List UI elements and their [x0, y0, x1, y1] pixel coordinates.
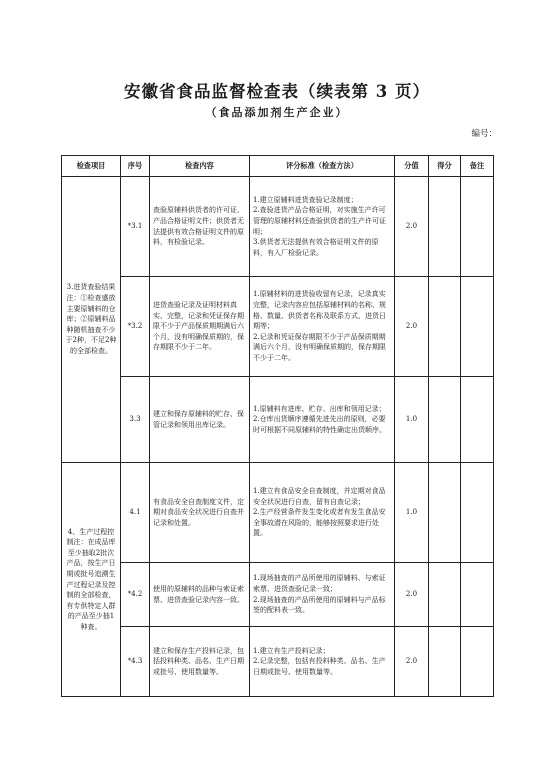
- row-scoring-standard: [250, 563, 395, 627]
- header-check-item: 检查项目: [62, 156, 121, 177]
- header-score-got: 得分: [429, 156, 461, 177]
- row-score-got[interactable]: [429, 377, 461, 463]
- standard-line: 2.仓库出货顺序遵循先进先出的原则，必要时可根据不同原辅料的特性确定出货顺序。: [253, 415, 386, 434]
- row-serial-no: *4.2: [121, 563, 150, 627]
- table-row: [62, 377, 494, 463]
- row-remark[interactable]: [461, 563, 494, 627]
- row-serial-no: *4.3: [121, 627, 150, 697]
- check-item-group-3: 3.进货查验结果注：①检查盛放主要原辅料的仓库；②原辅料品种随机抽查不少于2种，不足2种的全部检查。: [62, 177, 121, 463]
- inspection-table: [61, 155, 494, 697]
- row-score-got[interactable]: [429, 563, 461, 627]
- standard-line: 1.建立原辅料进货查验记录制度；: [253, 195, 358, 204]
- standard-line: 2.生产经营条件发生变化或者有发生食品安全事故潜在风险的，能够按照要求进行处置。: [253, 508, 386, 538]
- row-scoring-standard: [250, 463, 395, 563]
- row-check-content: 建立和保存生产投料记录，包括投料种类、品名、生产日期或批号、使用数量等。: [150, 627, 250, 697]
- row-check-content: 查验原辅料供货者的许可证、产品合格证明文件；供货者无法提供有效合格证明文件的原料，有检验记录。: [150, 177, 250, 277]
- row-score-got[interactable]: [429, 627, 461, 697]
- document-number-label: 编号：: [471, 129, 497, 139]
- row-scoring-standard: [250, 377, 395, 463]
- page-title: 安徽省食品监督检查表（续表第 3 页）: [124, 82, 430, 101]
- page-subtitle: （食品添加剂生产企业）: [205, 106, 349, 119]
- row-serial-no: 3.3: [121, 377, 150, 463]
- row-scoring-standard: [250, 277, 395, 377]
- header-scoring-standard: 评分标准（检查方法）: [250, 156, 395, 177]
- header-remark: 备注: [461, 156, 494, 177]
- row-serial-no: 4.1: [121, 463, 150, 563]
- table-row: [62, 627, 494, 697]
- row-remark[interactable]: [461, 277, 494, 377]
- standard-line: 2.记录完整，包括有投料种类、品名、生产日期或批号、使用数量等。: [253, 657, 386, 676]
- row-score-got[interactable]: [429, 463, 461, 563]
- table-header-row: [62, 156, 494, 177]
- row-score-value: 2.0: [395, 563, 429, 627]
- row-score-value: 2.0: [395, 277, 429, 377]
- header-score-value: 分值: [395, 156, 429, 177]
- standard-line: 1.原辅料有进库、贮存、出库和领用记录；: [253, 404, 386, 413]
- row-check-content: 使用的原辅料的品种与索证索票、进货查验记录内容一致。: [150, 563, 250, 627]
- standard-line: 1.原辅材料的进货验收留有记录，记录真实完整，记录内容应包括原辅材料的名称、规格、数量、供货者名称及联系方式、进货日期等；: [253, 290, 386, 331]
- standard-line: 2.记录和凭证保存期限不少于产品保质期期满后六个月，没有明确保质期的，保存期限不少于二年。: [253, 332, 386, 362]
- row-scoring-standard: [250, 627, 395, 697]
- row-remark[interactable]: [461, 463, 494, 563]
- standard-line: 1.建立有生产投料记录；: [253, 646, 330, 655]
- row-serial-no: *3.2: [121, 277, 150, 377]
- standard-line: 2.查验进货产品合格证明，对实施生产许可管理的原辅材料还查验供货者的生产许可证明；: [253, 206, 386, 236]
- standard-line: 2.现场抽查的产品所使用的原辅料与产品标签的配料表一致。: [253, 595, 386, 615]
- row-score-got[interactable]: [429, 177, 461, 277]
- row-check-content: 有食品安全自查制度文件，定期对食品安全状况进行自查并记录和处置。: [150, 463, 250, 563]
- row-scoring-standard: [250, 177, 395, 277]
- row-remark[interactable]: [461, 177, 494, 277]
- table-row: [62, 563, 494, 627]
- table-row: [62, 277, 494, 377]
- row-remark[interactable]: [461, 377, 494, 463]
- row-score-value: 1.0: [395, 377, 429, 463]
- standard-line: 1.建立有食品安全自查制度，并定期对食品安全状况进行自查，留有自查记录；: [253, 487, 386, 506]
- row-remark[interactable]: [461, 627, 494, 697]
- standard-line: 3.供货者无法提供有效合格证明文件的原料，有入厂检验记录。: [253, 238, 379, 257]
- table-row: [62, 463, 494, 563]
- row-score-value: 1.0: [395, 463, 429, 563]
- standard-line: 1.现场抽查的产品所使用的原辅料、与索证索票、进货查验记录一致；: [253, 574, 386, 593]
- header-serial-no: 序号: [121, 156, 150, 177]
- row-check-content: 进货查验记录及证明材料真实、完整，记录和凭证保存期限不少于产品保质期期满后六个月，没有明确保质期的，保存期限不少于二年。: [150, 277, 250, 377]
- row-score-value: 2.0: [395, 177, 429, 277]
- row-serial-no: *3.1: [121, 177, 150, 277]
- header-check-content: 检查内容: [150, 156, 250, 177]
- table-row: [62, 177, 494, 277]
- row-score-got[interactable]: [429, 277, 461, 377]
- row-score-value: 2.0: [395, 627, 429, 697]
- row-check-content: 建立和保存原辅料的贮存、保管记录和领用出库记录。: [150, 377, 250, 463]
- check-item-group-4: 4、生产过程控制注：在成品库至少抽取2批次产品，按生产日期或批号追溯生产过程记录及控制的全部检查，有专供特定人群的产品至少抽1种查。: [62, 463, 121, 697]
